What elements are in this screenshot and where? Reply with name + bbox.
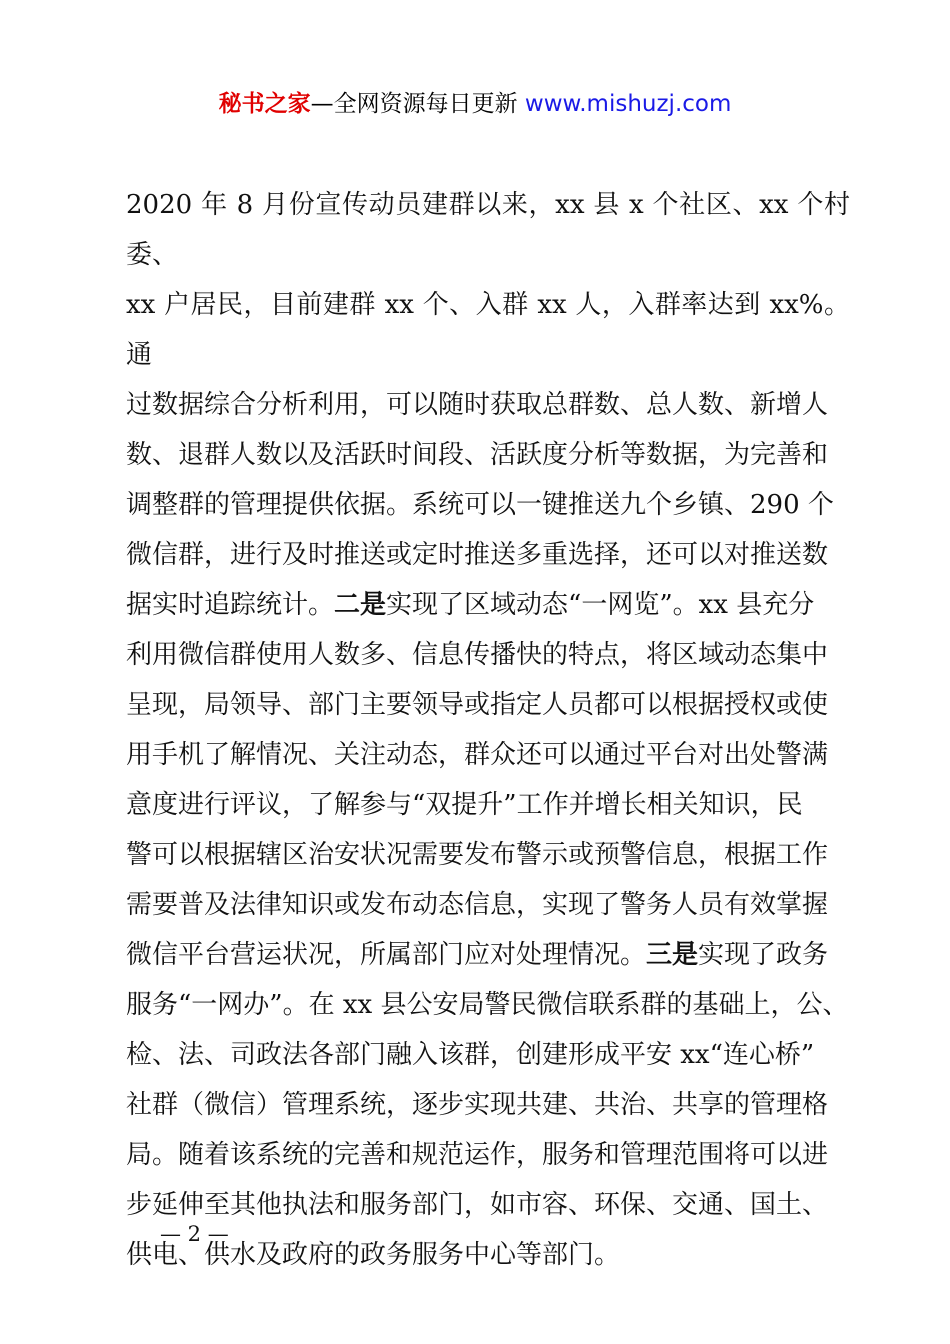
site-url[interactable]: www.mishuzj.com [524,91,732,117]
body-paragraph [126,180,850,1280]
body-segment-2: 实现了区域动态“一网览”。xx 县充分 利用微信群使用人数多、信息传播快的特点，将区域动态集中 呈现，局领导、部门主要领导或指定人员都可以根据授权或使 用手机了解情况、关注动态，群众还可以通过平台对出处警满 意度进行评议，了解参与“双提升”工作并增长相关知识，民 警可以根据辖区治安状况需要发布警示或预警信息，根据工作 需要普及法律知识或发布动态信息，实现了警务人员有效掌握 微信平台营运状况，所属部门应对处理情况。 [126,590,829,970]
body-segment-1: 2020 年 8 月份宣传动员建群以来，xx 县 x 个社区、xx 个村委、 xx 户居民，目前建群 xx 个、入群 xx 人，入群率达到 xx%。通 过数据综合分析利用，可以随时获取总群数、总人数、新增人 数、退群人数以及活跃时间段、活跃度分析等数据，为完善和 调整群的管理提供依据。系统可以一键推送九个乡镇、290 个 微信群，进行及时推送或定时推送多重选择，还可以对推送数 据实时追踪统计。 [126,190,850,620]
page-number: — 2 — [160,1222,229,1246]
bold-marker-three: 三是 [646,940,699,970]
header-tagline: —全网资源每日更新 [310,91,525,117]
brand-name: 秘书之家 [218,91,311,117]
bold-marker-two: 二是 [334,590,387,620]
body-segment-3: 实现了政务 服务“一网办”。在 xx 县公安局警民微信联系群的基础上，公、 检、法、司政法各部门融入该群，创建形成平安 xx“连心桥” 社群（微信）管理系统，逐步实现共建、共治、共享的管理格 局。随着该系统的完善和规范运作，服务和管理范围将可以进 步延伸至其他执法和服务部门，如市容、环保、交通、国土、 供电、供水及政府的政务服务中心等部门。 [126,940,849,1270]
site-header [0,88,950,120]
